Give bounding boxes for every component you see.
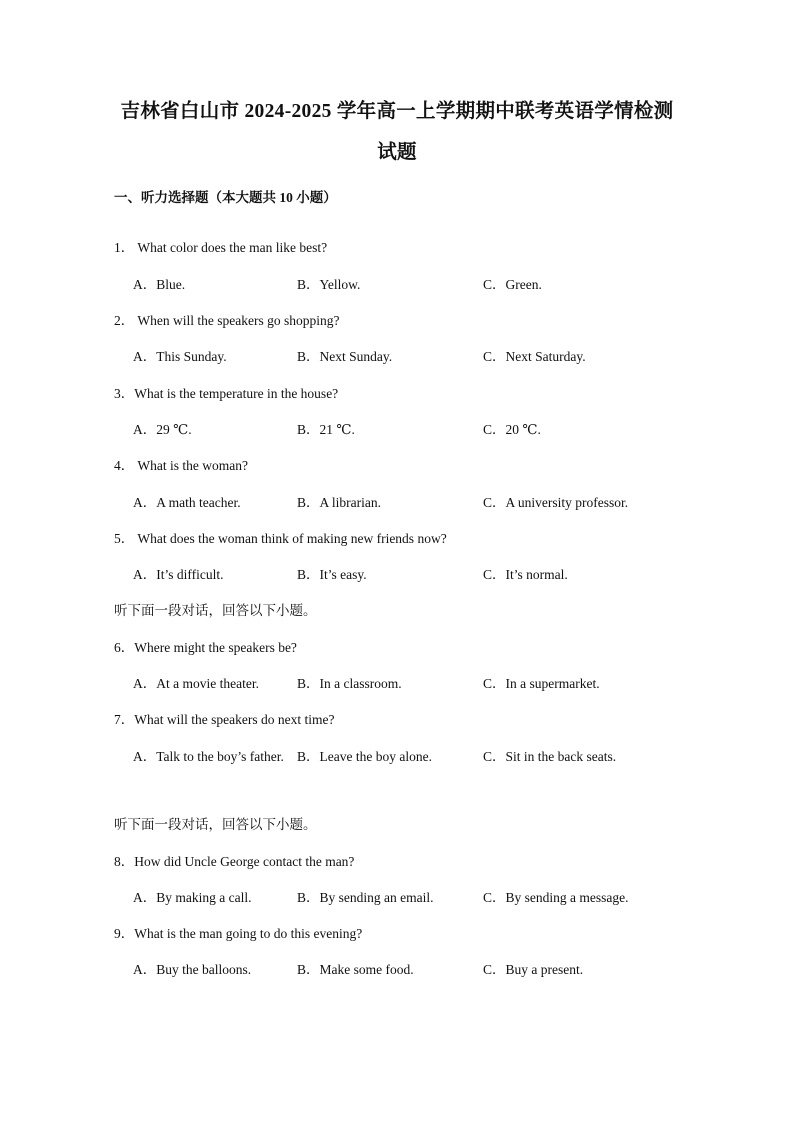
question-6-option-b: B．In a classroom. [297,676,402,691]
question-5-stem: 5． What does the woman think of making new friends now? [114,531,447,546]
question-1-option-c: C．Green. [483,277,542,292]
question-3-option-b: B．21 ℃. [297,422,355,437]
question-8-option-c: C．By sending a message. [483,890,629,905]
question-6-stem: 6．Where might the speakers be? [114,640,297,655]
document-title-line-2: 试题 [377,142,417,163]
document-title-line-1: 吉林省白山市 2024-2025 学年高一上学期期中联考英语学情检测 [120,101,674,122]
question-6-option-a: A．At a movie theater. [133,676,259,691]
question-4-option-b: B．A librarian. [297,495,381,510]
question-4-option-a: A．A math teacher. [133,495,241,510]
question-7-option-c: C．Sit in the back seats. [483,749,617,764]
question-9-stem: 9．What is the man going to do this evening? [114,926,363,941]
question-7-option-a: A．Talk to the boy’s father. [133,749,284,764]
question-2-option-a: A．This Sunday. [133,349,227,364]
question-9-option-a: A．Buy the balloons. [133,962,252,977]
group-instruction: 听下面一段对话，回答以下小题。 [114,603,317,618]
question-3-option-a: A．29 ℃. [133,422,192,437]
question-1-stem: 1． What color does the man like best? [114,240,328,255]
question-4-stem: 4． What is the woman? [114,458,248,473]
question-5-option-a: A．It’s difficult. [133,567,224,582]
question-1-option-a: A．Blue. [133,277,186,292]
question-9-option-b: B．Make some food. [297,962,414,977]
question-6-option-c: C．In a supermarket. [483,676,600,691]
question-8-stem: 8．How did Uncle George contact the man? [114,854,355,869]
question-2-option-b: B．Next Sunday. [297,349,393,364]
question-1-option-b: B．Yellow. [297,277,361,292]
question-9-option-c: C．Buy a present. [483,962,584,977]
question-7-stem: 7．What will the speakers do next time? [114,712,335,727]
question-5-option-b: B．It’s easy. [297,567,367,582]
question-2-option-c: C．Next Saturday. [483,349,586,364]
question-8-option-b: B．By sending an email. [297,890,434,905]
question-8-option-a: A．By making a call. [133,890,252,905]
question-3-stem: 3．What is the temperature in the house? [114,386,339,401]
question-3-option-c: C．20 ℃. [483,422,541,437]
question-2-stem: 2． When will the speakers go shopping? [114,313,340,328]
question-7-option-b: B．Leave the boy alone. [297,749,432,764]
question-5-option-c: C．It’s normal. [483,567,568,582]
question-4-option-c: C．A university professor. [483,495,629,510]
section-heading: 一、听力选择题（本大题共 10 小题） [114,190,337,205]
group-instruction: 听下面一段对话，回答以下小题。 [114,817,317,832]
